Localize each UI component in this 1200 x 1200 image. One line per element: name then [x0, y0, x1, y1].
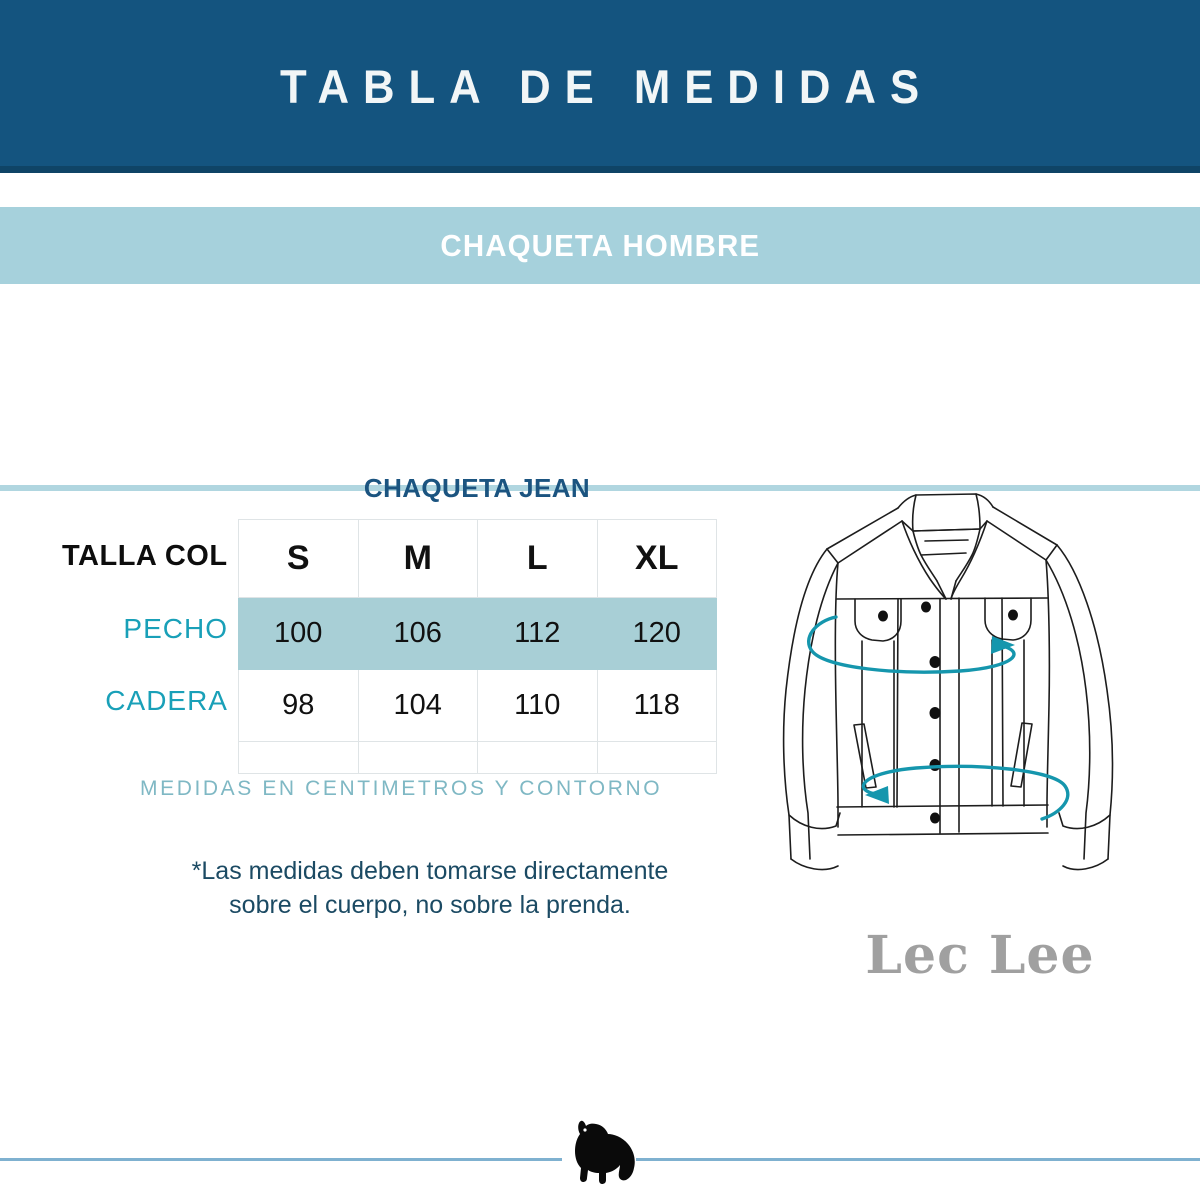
- table-cell-cadera-s: 98: [239, 670, 359, 742]
- table-row-label-pecho: PECHO: [123, 613, 228, 644]
- table-row-label-header: TALLA COL: [62, 540, 228, 572]
- table-cell-pecho-s: 100: [239, 598, 359, 670]
- table-spacer-cell: [239, 742, 359, 774]
- measurement-disclaimer: [110, 855, 750, 923]
- header-dark-band: [0, 0, 1200, 173]
- denim-jacket-illustration: [780, 455, 1130, 885]
- table-spacer-row: [239, 742, 717, 774]
- disclaimer-line-1: *Las medidas deben tomarse directamente: [191, 857, 669, 885]
- footer-rule-left: [0, 1158, 562, 1161]
- table-spacer-cell: [597, 742, 717, 774]
- table-cell-cadera-xl: 118: [597, 670, 717, 742]
- header-dark-band-edge: [0, 166, 1200, 173]
- size-table: [238, 519, 717, 774]
- garment-type-heading: CHAQUETA JEAN: [363, 473, 591, 503]
- table-cell-pecho-m: 106: [358, 598, 478, 670]
- header-light-band: [0, 207, 1200, 284]
- table-row-label-cadera: CADERA: [105, 685, 228, 716]
- capybara-silhouette-icon: [562, 1114, 642, 1186]
- table-header-cell-m: M: [358, 520, 478, 598]
- table-cell-pecho-l: 112: [478, 598, 598, 670]
- table-row: [239, 598, 717, 670]
- table-header-cell-l: L: [478, 520, 598, 598]
- table-cell-cadera-l: 110: [478, 670, 598, 742]
- table-row: [239, 670, 717, 742]
- table-header-cell-xl: XL: [597, 520, 717, 598]
- table-spacer-cell: [478, 742, 598, 774]
- disclaimer-line-2: sobre el cuerpo, no sobre la prenda.: [229, 890, 631, 919]
- table-cell-cadera-m: 104: [358, 670, 478, 742]
- table-header-cell-s: S: [239, 520, 359, 598]
- jacket-line-art-icon: [780, 455, 1130, 885]
- units-note: MEDIDAS EN CENTIMETROS Y CONTORNO: [140, 777, 663, 800]
- table-cell-pecho-xl: 120: [597, 598, 717, 670]
- footer-rule-right: [636, 1158, 1200, 1161]
- chest-circumference-arrow: [809, 617, 1014, 672]
- page-title: TABLA DE MEDIDAS: [280, 60, 934, 113]
- table-spacer-cell: [358, 742, 478, 774]
- brand-logo: Lec Lee: [865, 925, 1095, 986]
- table-header-row: [239, 520, 717, 598]
- hip-arrow-head-icon: [865, 786, 889, 804]
- footer: [0, 1140, 1200, 1200]
- page-subtitle: CHAQUETA HOMBRE: [440, 227, 760, 263]
